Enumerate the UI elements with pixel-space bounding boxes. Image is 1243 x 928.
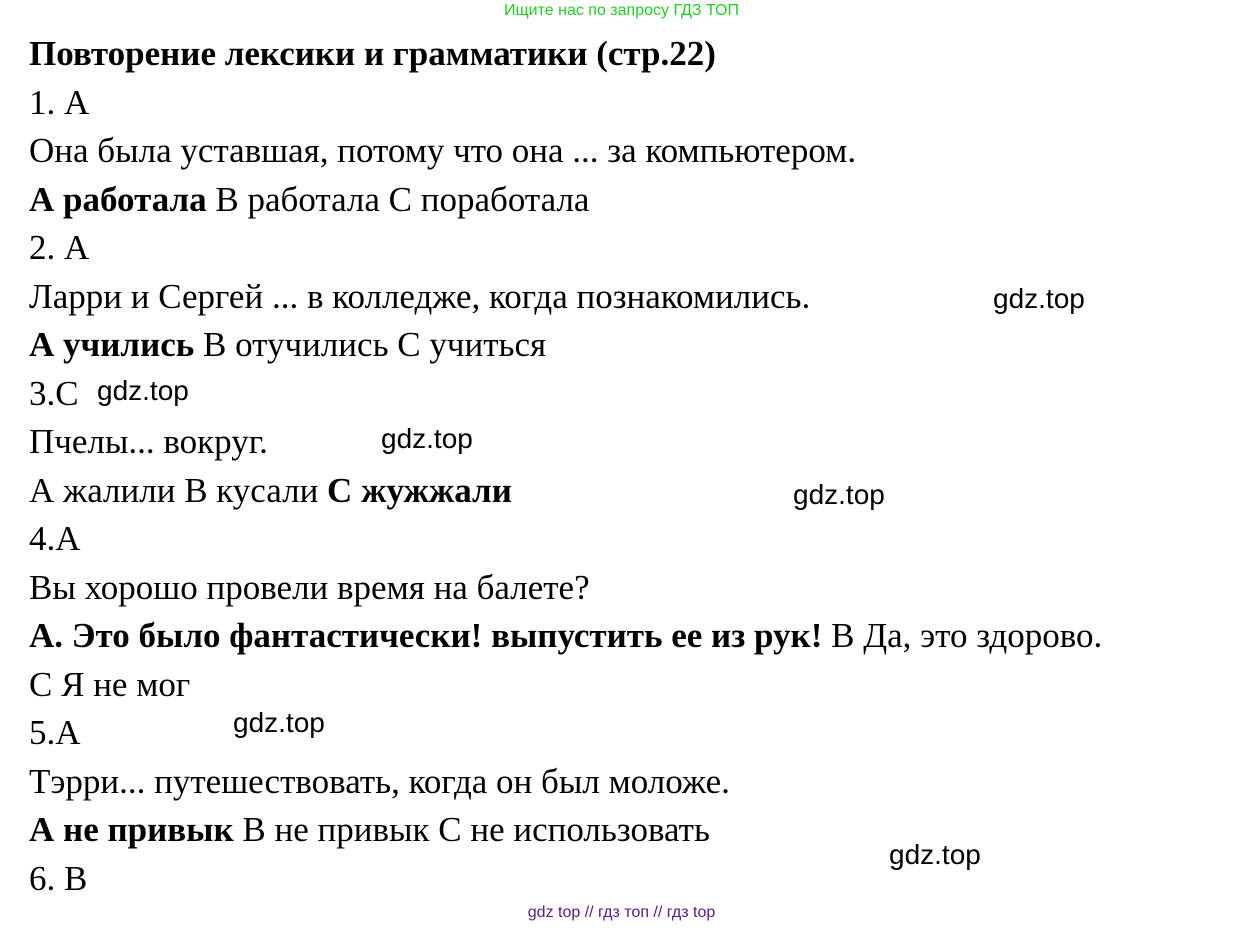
q4-other-options: В Да, это здорово.	[822, 616, 1103, 655]
watermark: gdz.top	[793, 479, 885, 510]
q6-answer: 6. В	[29, 858, 88, 898]
q3-other-options: А жалили В кусали	[29, 470, 328, 510]
q5-other-options: В не привык С не использовать	[233, 810, 710, 849]
q5-correct-option: А не привык	[29, 810, 234, 849]
q2-question: Ларри и Сергей ... в колледже, когда познакомились.	[29, 276, 811, 316]
q4-question: Вы хорошо провели время на балете?	[29, 567, 590, 607]
q4-options	[29, 612, 1237, 661]
q4-answer: 4.А	[29, 519, 81, 558]
q2-other-options: В отучились С учиться	[194, 325, 547, 364]
q3-question: Пчелы... вокруг.	[29, 422, 268, 461]
q1-question: Она была уставшая, потому что она ... за компьютером.	[29, 131, 857, 170]
q1-options	[29, 176, 1237, 225]
q5-question: Тэрри... путешествовать, когда он был моложе.	[29, 761, 730, 801]
watermark: gdz.top	[889, 839, 981, 870]
footer-links: gdz top // гдз топ // гдз top	[527, 904, 716, 921]
q3-options	[29, 467, 1237, 516]
q2-answer: 2. А	[29, 228, 90, 267]
top-banner: Ищите нас по запросу ГДЗ ТОП	[504, 2, 739, 19]
q4-options-continuation: С Я не мог	[29, 664, 191, 704]
document-content	[29, 30, 1237, 903]
q3-answer: 3.С	[29, 373, 79, 413]
q2-options	[29, 321, 1237, 370]
watermark: gdz.top	[993, 283, 1085, 314]
watermark: gdz.top	[233, 707, 325, 738]
q2-correct-option: А учились	[29, 325, 195, 364]
q4-correct-option: А. Это было фантастически! выпустить ее из рук!	[29, 616, 823, 655]
q1-other-options: В работала С поработала	[206, 179, 590, 219]
q1-correct-option: А работала	[29, 179, 207, 219]
watermark: gdz.top	[97, 375, 189, 406]
watermark: gdz.top	[381, 423, 473, 454]
q3-correct-option: С жужжали	[327, 470, 512, 510]
q5-answer: 5.А	[29, 713, 81, 752]
q5-options	[29, 806, 1237, 855]
q1-answer: 1. А	[29, 82, 90, 122]
document-title: Повторение лексики и грамматики (стр.22)	[29, 34, 716, 73]
